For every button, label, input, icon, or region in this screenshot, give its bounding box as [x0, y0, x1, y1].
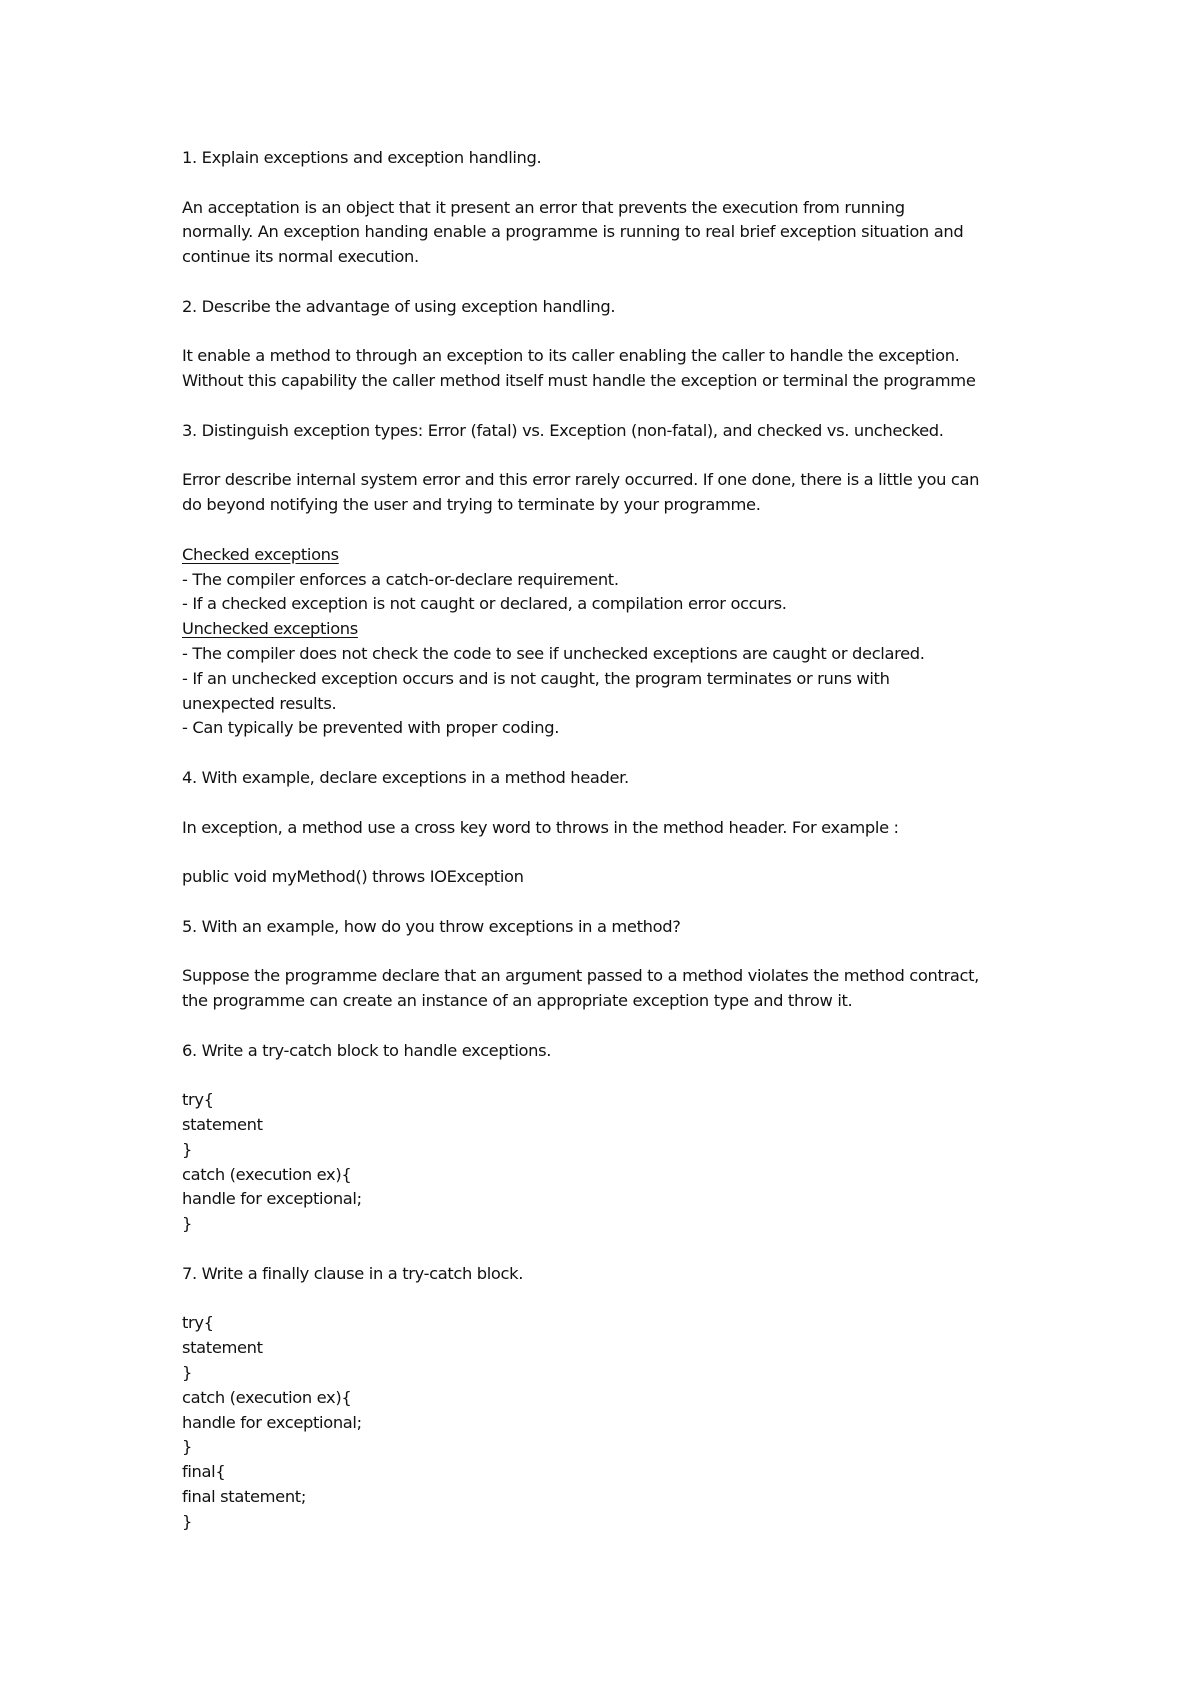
unchecked-item: - The compiler does not check the code to see if unchecked exceptions are caught or declared. — [182, 643, 925, 663]
question-5: 5. With an example, how do you throw exceptions in a method? — [182, 916, 681, 936]
code-7-line: } — [182, 1437, 193, 1457]
spacer — [182, 791, 1082, 816]
code-6-line: try{ — [182, 1090, 214, 1110]
question-3: 3. Distinguish exception types: Error (fatal) vs. Exception (non-fatal), and checked vs. unchecked. — [182, 420, 944, 440]
answer-4: In exception, a method use a cross key word to throws in the method header. For example : — [182, 817, 899, 837]
code-6-line: handle for exceptional; — [182, 1189, 362, 1209]
answer-3-line: Error describe internal system error and this error rarely occurred. If one done, there is a little you can — [182, 470, 980, 490]
spacer — [182, 394, 1082, 419]
spacer — [182, 171, 1082, 196]
spacer — [182, 444, 1082, 469]
code-6-line: } — [182, 1139, 193, 1159]
code-7-line: try{ — [182, 1313, 214, 1333]
answer-5-line: the programme can create an instance of an appropriate exception type and throw it. — [182, 991, 853, 1011]
spacer — [182, 518, 1082, 543]
code-4: public void myMethod() throws IOException — [182, 867, 524, 887]
code-7-line: handle for exceptional; — [182, 1412, 362, 1432]
unchecked-item: - Can typically be prevented with proper coding. — [182, 718, 560, 738]
unchecked-exceptions-heading: Unchecked exceptions — [182, 619, 358, 639]
answer-1-line: continue its normal execution. — [182, 247, 419, 267]
code-7-line: } — [182, 1511, 193, 1531]
code-7-line: final statement; — [182, 1487, 306, 1507]
answer-5-line: Suppose the programme declare that an argument passed to a method violates the method contract, — [182, 966, 979, 986]
answer-2-line: Without this capability the caller method itself must handle the exception or terminal the programme — [182, 371, 976, 391]
spacer — [182, 1063, 1082, 1088]
question-2: 2. Describe the advantage of using exception handling. — [182, 296, 616, 316]
spacer — [182, 840, 1082, 865]
question-4: 4. With example, declare exceptions in a method header. — [182, 767, 629, 787]
spacer — [182, 741, 1082, 766]
code-7-line: } — [182, 1363, 193, 1383]
code-6-line: } — [182, 1214, 193, 1234]
checked-item: - The compiler enforces a catch-or-declare requirement. — [182, 569, 619, 589]
code-7-line: final{ — [182, 1462, 226, 1482]
question-6: 6. Write a try-catch block to handle exceptions. — [182, 1040, 552, 1060]
spacer — [182, 1237, 1082, 1262]
answer-1-line: An acceptation is an object that it present an error that prevents the execution from running — [182, 197, 905, 217]
spacer — [182, 890, 1082, 915]
spacer — [182, 320, 1082, 345]
document-body — [182, 146, 1082, 1535]
answer-1-line: normally. An exception handing enable a programme is running to real brief exception situation and — [182, 222, 964, 242]
spacer — [182, 270, 1082, 295]
checked-exceptions-heading: Checked exceptions — [182, 544, 339, 564]
code-6-line: statement — [182, 1115, 263, 1135]
question-7: 7. Write a finally clause in a try-catch block. — [182, 1263, 524, 1283]
spacer — [182, 1287, 1082, 1312]
code-7-line: catch (execution ex){ — [182, 1387, 352, 1407]
question-1: 1. Explain exceptions and exception handling. — [182, 148, 542, 167]
code-7-line: statement — [182, 1338, 263, 1358]
checked-item: - If a checked exception is not caught or declared, a compilation error occurs. — [182, 594, 787, 614]
spacer — [182, 940, 1082, 965]
unchecked-item: - If an unchecked exception occurs and is not caught, the program terminates or runs with — [182, 668, 890, 688]
answer-2-line: It enable a method to through an exception to its caller enabling the caller to handle the exception. — [182, 346, 960, 366]
spacer — [182, 1014, 1082, 1039]
unchecked-item: unexpected results. — [182, 693, 337, 713]
answer-3-line: do beyond notifying the user and trying to terminate by your programme. — [182, 495, 761, 515]
code-6-line: catch (execution ex){ — [182, 1164, 352, 1184]
